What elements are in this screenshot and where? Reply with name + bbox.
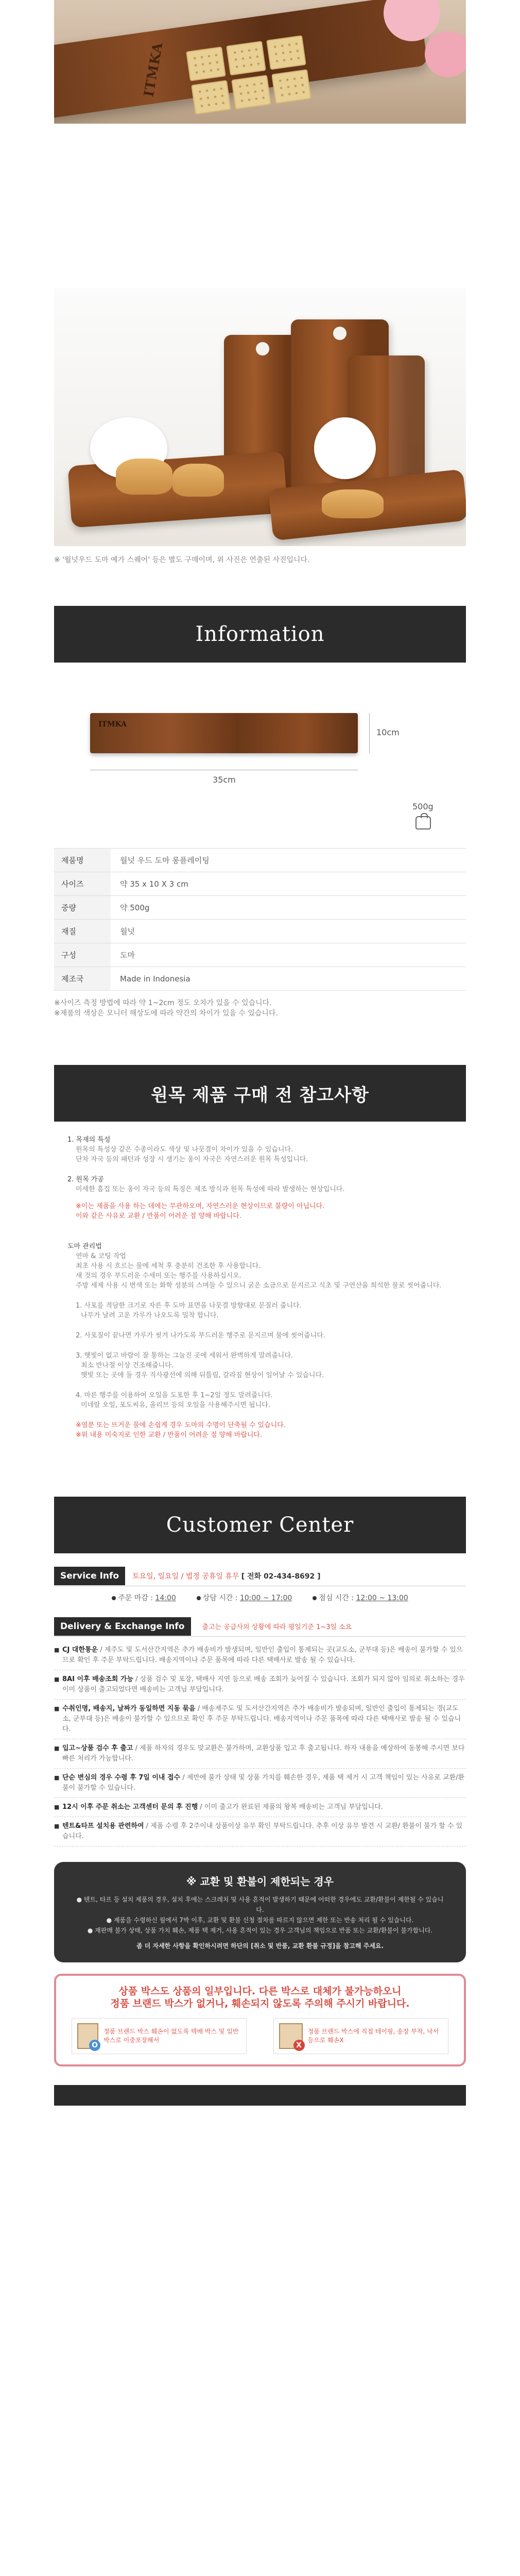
delivery-item — [54, 1817, 466, 1846]
hours-time: 14:00 — [155, 1594, 176, 1602]
spec-row — [54, 896, 466, 920]
width-label: 35cm — [213, 775, 236, 785]
warning-title-line: 상품 박스도 상품의 일부입니다. 다른 박스로 대체가 불가능하오니 — [118, 1986, 402, 1997]
delivery-item-head: 입고~상품 검수 후 출고 — [62, 1744, 133, 1752]
care-text: 원목의 특성상 같은 수종이라도 색상 및 나뭇결이 차이가 있을 수 있습니다. — [76, 1146, 293, 1154]
cracker-image — [266, 35, 306, 70]
refund-line: ● 텐트, 타프 등 설치 제품의 경우, 설치 후에는 스크레치 및 사용 흔적이 발생하기 때문에 어떠한 경우에도 교환/환불이 제한될 수 있습니다. — [76, 1896, 444, 1913]
refund-line: ● 재판매 불가 상태, 상품 가치 훼손, 제품 택 제거, 사용 흔적이 있는 경우 고객님의 책임으로 반품 또는 교환/환불이 불가합니다. — [87, 1927, 433, 1934]
box-icon — [77, 2023, 98, 2049]
care-text: 최초 사용 시 흐르는 물에 세척 후 충분히 건조한 후 사용합니다. — [76, 1262, 261, 1270]
spec-value: 도마 — [120, 951, 135, 960]
warning-card-text: 정품 브랜드 박스에 직접 테이핑, 송장 부착, 낙서 등으로 훼손X — [307, 2028, 439, 2044]
care-warning: ※염분 또는 뜨거운 물에 손쉽게 경우 도마의 수명이 단축될 수 있습니다. — [76, 1421, 286, 1429]
cracker-image — [226, 41, 266, 75]
spec-row — [54, 920, 466, 943]
refund-last-line: 좀 더 자세한 사항을 확인하시려면 하단의 [취소 및 반품, 교환 환불 규정]을 참고해 주세요. — [136, 1942, 384, 1950]
hours-label: 주문 마감 — [118, 1594, 148, 1602]
care-step: 1. 사포를 적당한 크기로 자른 후 도마 표면을 나뭇결 방향대로 문질러 줍니다. — [76, 1302, 302, 1310]
spec-label: 제품명 — [54, 849, 111, 872]
delivery-item — [54, 1739, 466, 1769]
care-text: 연마 & 코팅 작업 — [76, 1252, 126, 1260]
hours-label: 점심 시간 — [319, 1594, 349, 1602]
spec-row — [54, 943, 466, 967]
delivery-exchange-list — [54, 1641, 466, 1846]
customer-center-title: Customer Center — [166, 1513, 354, 1537]
photo-caption: ※ '월넛우드 도마 예가 스퀘어' 등은 별도 구매이며, 위 사진은 연출된 사진입니다. — [54, 556, 310, 564]
board-diagram-image — [90, 713, 358, 753]
delivery-item-text: / 배송제주도 및 도서산간지역은 추가 배송비가 발송되며, 일반인 출입이 통제되는 경(교도소, 군부대 등)은 배송이 불가할 수 있으므로 확인 후 주문 부탁드립니다. 배송지역이나 주문 품목에 따라 다른 택배사로 발송 될 수 있습니다. — [62, 1705, 461, 1733]
care-step: 4. 마른 행주를 이용하여 오일을 도포한 후 1~2일 정도 말려줍니다. — [76, 1392, 273, 1399]
spec-row — [54, 967, 466, 991]
warning-card-no — [273, 2018, 448, 2054]
brand-logo: ITMKA — [141, 41, 166, 98]
height-label: 10cm — [376, 727, 400, 737]
warning-title — [72, 1985, 448, 2010]
delivery-item — [54, 1641, 466, 1670]
warning-card-text: 정품 브랜드 박스 훼손이 없도록 택배 박스 및 일반 박스로 이중포장해서 — [103, 2028, 239, 2044]
delivery-item-head: 단순 변심의 경우 수령 후 7일 이내 접수 — [62, 1774, 181, 1782]
cracker-image — [231, 75, 271, 109]
spec-table — [54, 848, 466, 991]
product-photo-styled — [54, 289, 466, 546]
product-photo-top — [54, 0, 466, 124]
delivery-item-text: / 제반에 불가 상태 및 상품 가치를 훼손한 경우, 제품 택 제거 시 고객 책임이 있는 사유로 교환/환불이 불가할 수 있습니다. — [62, 1774, 465, 1792]
spec-value: 월넛 우드 도마 롱플레이팅 — [120, 856, 210, 865]
care-text: 나무가 날려 고운 가루가 나오도록 밀착 합니다. — [81, 1312, 219, 1319]
spec-note: ※제품의 색상은 모니터 해상도에 따라 약간의 차이가 있을 수 있습니다. — [54, 1009, 278, 1018]
care-notes — [54, 1122, 466, 1440]
delivery-item-text: / 상품 검수 및 포장, 택배사 지연 등으로 배송 조회가 늦어질 수 있습니다. 조회가 되지 않아 임의로 취소하는 경우 이미 상품이 출고되었다면 배송비는 고객님 부담입니다. — [62, 1675, 465, 1693]
box-icon — [279, 2023, 303, 2049]
care-heading: 1. 목재의 특성 — [67, 1136, 111, 1144]
delivery-exchange-tag: Delivery & Exchange Info — [54, 1617, 191, 1636]
spec-row — [54, 849, 466, 872]
service-phone: [ 전화 02-434-8692 ] — [241, 1572, 321, 1581]
refund-line: ● 제품을 수령하신 월에서 7박 이후, 교환 및 환불 신청 절차를 따르지 않으면 제한 또는 반송 처리 될 수 있습니다. — [106, 1917, 414, 1924]
hours-label: 상담 시간 — [202, 1594, 233, 1602]
delivery-item — [54, 1700, 466, 1739]
consult-hours: 상담 시간 : 10:00 ~ 17:00 — [197, 1592, 292, 1603]
delivery-item-head: 수취인명, 배송지, 날짜가 동일하면 지동 묶음 — [62, 1705, 196, 1713]
spec-label: 재질 — [54, 920, 111, 943]
care-heading: 도마 관리법 — [67, 1243, 102, 1250]
spec-label: 사이즈 — [54, 872, 111, 896]
service-closed: 토요일, 일요일 / 법정 공휴일 휴무 — [132, 1572, 239, 1581]
care-heading: 2. 원목 가공 — [67, 1176, 104, 1183]
hours-time: 12:00 ~ 13:00 — [356, 1594, 408, 1602]
delivery-item-text: / 이미 출고가 완료된 제품의 왕복 배송비는 고객님 부담입니다. — [198, 1803, 383, 1811]
spec-value: 약 500g — [120, 903, 150, 912]
delivery-note: 출고는 공급사의 상황에 따라 평일기준 1~3일 소요 — [202, 1623, 352, 1631]
spec-note: ※사이즈 측정 방법에 따라 약 1~2cm 정도 오차가 있을 수 있습니다. — [54, 999, 272, 1007]
bottom-bar — [54, 2085, 466, 2106]
service-hours — [54, 1592, 466, 1603]
care-text: 최소 반나절 이상 건조해줍니다. — [81, 1362, 174, 1369]
cross-icon: X — [293, 2040, 305, 2051]
spec-label: 중량 — [54, 896, 111, 920]
care-text: 새 것의 경우 부드러운 수세미 또는 행주를 사용하십시오. — [76, 1272, 241, 1280]
warning-card-ok — [72, 2018, 247, 2054]
refund-title: ※ 교환 및 환불이 제한되는 경우 — [186, 1875, 334, 1888]
delivery-item-text: / 제품 수령 후 2주이내 상품이상 유무 확인 부탁드립니다. 추후 이상 유무 발견 시 교환/ 환불이 불가 할 수 있습니다. — [62, 1822, 463, 1840]
order-cutoff: 주문 마감 : 14:00 — [112, 1592, 176, 1603]
sandwich-image — [172, 464, 224, 497]
spec-notes — [54, 998, 466, 1019]
bullet-icon — [112, 1596, 116, 1600]
delivery-item — [54, 1798, 466, 1817]
size-diagram — [54, 663, 466, 848]
care-warning: ※이는 제품을 사용 하는 데에는 무관하오며, 자연스러운 현상이므로 불량이 아닙니다. — [76, 1202, 325, 1210]
sandwich-image — [322, 489, 384, 518]
customer-center-header — [54, 1497, 466, 1553]
box-warning — [54, 1974, 466, 2066]
refund-restriction-box — [54, 1862, 466, 1962]
care-text: 미네랄 오일, 포도씨유, 올리브 등의 오일을 사용해주시면 됩니다. — [81, 1401, 270, 1409]
care-text: 미세한 흠집 또는 옹이 자국 등의 특징은 제조 방식과 원목 특성에 따라 발생하는 현상입니다. — [76, 1185, 345, 1193]
service-info-row — [54, 1566, 466, 1586]
spec-value: 월넛 — [120, 927, 135, 936]
cracker-image — [271, 69, 311, 104]
sandwich-image — [116, 459, 172, 495]
care-text: 주방 세제 사용 시 변색 또는 화학 성분의 스며들 수 있으니 굵은 소금으로 문지르고 식초 및 구연산을 희석한 물로 씻어줍니다. — [76, 1282, 442, 1290]
hours-time: 10:00 ~ 17:00 — [239, 1594, 292, 1602]
weight-icon — [415, 816, 431, 829]
delivery-exchange-row — [54, 1616, 466, 1637]
delivery-item-text: / 제품 하자의 경우도 맞교환은 불가하며, 교환상품 입고 후 출고됩니다. 하자 내용을 예상하여 동봉해 주시면 보다 빠른 처리가 가능합니다. — [62, 1744, 465, 1762]
macaron-image — [425, 31, 466, 77]
bullet-icon — [197, 1596, 201, 1600]
cracker-image — [186, 46, 226, 81]
height-dimension-line — [369, 713, 370, 753]
delivery-item — [54, 1670, 466, 1700]
lunch-hours: 점심 시간 : 12:00 ~ 13:00 — [313, 1592, 408, 1603]
information-title: Information — [195, 622, 325, 646]
care-title: 원목 제품 구매 전 참고사항 — [151, 1084, 369, 1106]
delivery-item-head: CJ 대한통운 — [62, 1646, 98, 1654]
spec-label: 제조국 — [54, 967, 111, 991]
spec-label: 구성 — [54, 943, 111, 967]
care-warning: ※위 내용 미숙지로 인한 교환 / 반품이 어려운 점 양해 바랍니다. — [76, 1431, 263, 1439]
care-step: 3. 햇빛이 없고 바람이 잘 통하는 그늘진 곳에 세워서 완벽하게 말려줍니다. — [76, 1352, 293, 1360]
warning-title-line: 정품 브랜드 박스가 없거나, 훼손되지 않도록 주의해 주시기 바랍니다. — [110, 1998, 410, 2009]
check-icon: O — [89, 2040, 100, 2051]
service-info-text — [132, 1571, 320, 1581]
spec-value: Made in Indonesia — [120, 974, 190, 984]
delivery-item-head: 8AI 이후 배송조회 가능 — [62, 1675, 133, 1683]
service-info-tag: Service Info — [54, 1567, 125, 1585]
spec-value: 약 35 x 10 X 3 cm — [120, 879, 188, 889]
plate-image — [314, 417, 376, 479]
brand-logo: ITMKA — [98, 720, 127, 728]
spec-row — [54, 872, 466, 896]
delivery-item-head: 텐트&타프 설치용 관련하여 — [62, 1822, 144, 1830]
cracker-image — [191, 80, 231, 114]
care-header — [54, 1065, 466, 1122]
care-step: 2. 사포질이 끝나면 가루가 씻겨 나가도록 부드러운 행주로 문지르며 물에 씻어줍니다. — [76, 1332, 325, 1340]
care-warning: 이와 같은 사유로 교환 / 반품이 어려운 점 양해 바랍니다. — [76, 1212, 241, 1220]
bullet-icon — [313, 1596, 317, 1600]
weight-label: 500g — [412, 802, 434, 811]
delivery-item-text: / 제주도 및 도서산간지역은 추가 배송비가 발생되며, 일반인 출입이 통제되는 곳(교도소, 군부대 등)은 배송이 불가할 수 있으므로 확인 후 주문 부탁드립니다. 배송지역이나 주문 품목에 따라 다른 택배사로 발송 될 수 있습니다. — [62, 1646, 463, 1664]
information-header — [54, 606, 466, 663]
care-text: 햇빛 또는 곳에 둘 경우 직사광선에 의해 뒤틀림, 갈라짐 현상이 일어날 수 있습니다. — [81, 1371, 324, 1379]
delivery-item-head: 12시 이후 주문 취소는 고객센터 문의 후 진행 — [62, 1803, 198, 1811]
delivery-item — [54, 1769, 466, 1798]
care-text: 단차 자국 등의 패턴과 성장 시 생기는 옹이 자국은 자연스러운 원목 특성입니다. — [76, 1156, 308, 1163]
